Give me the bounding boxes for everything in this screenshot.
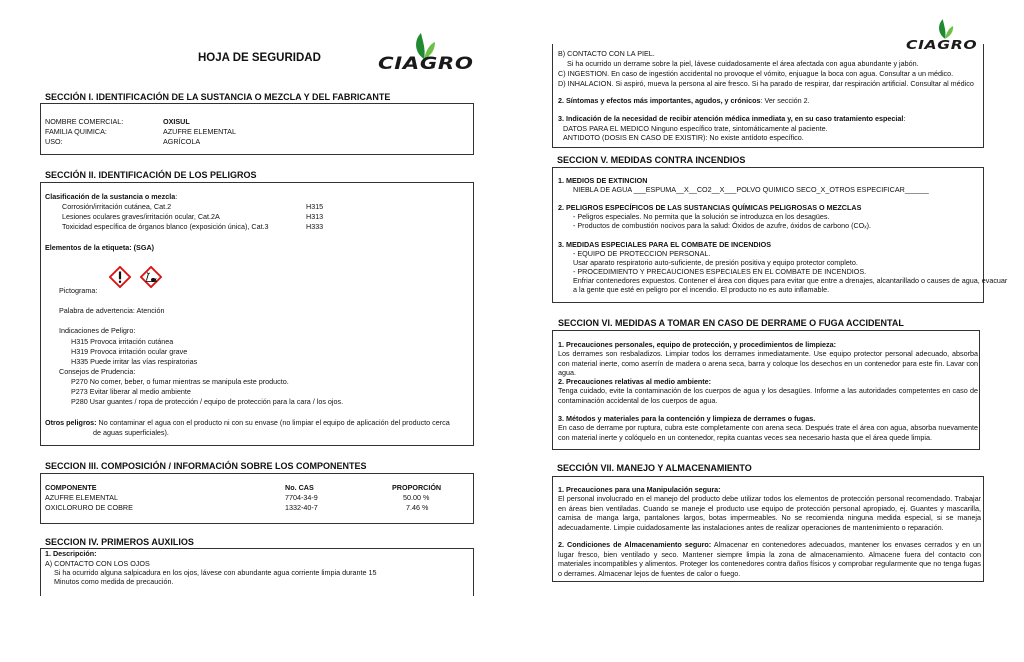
rt-text: : <box>903 114 906 123</box>
table-header: PROPORCIÓN <box>392 483 442 492</box>
table-header: No. CAS <box>285 483 314 492</box>
hazard-statement: H315 Provoca irritación cutánea <box>71 337 174 346</box>
s5-line: - PROCEDIMIENTO Y PRECAUCIONES ESPECIALES EN EL COMBATE DE INCENDIOS. <box>573 267 867 276</box>
table-header: COMPONENTE <box>45 483 97 492</box>
rt-text: : Ver sección 2. <box>760 96 810 105</box>
rt-line: ANTIDOTO (DOSIS EN CASO DE EXISTIR): No existe antídoto específico. <box>563 133 804 142</box>
section-5-heading: SECCION V. MEDIDAS CONTRA INCENDIOS <box>557 155 746 165</box>
hazard-statement: H335 Puede irritar las vías respiratorias <box>71 357 198 366</box>
page-title: HOJA DE SEGURIDAD <box>198 52 321 64</box>
s1-label: FAMILIA QUIMICA: <box>45 127 107 136</box>
s6-subtitle: 1. Precauciones personales, equipo de protección, y procedimientos de limpieza: <box>558 340 836 349</box>
section-4-heading: SECCION IV. PRIMEROS AUXILIOS <box>45 537 194 547</box>
s1-label: NOMBRE COMERCIAL: <box>45 117 124 126</box>
rt-line: C) INGESTION. En caso de ingestión accidental no provoque el vómito, enjuague la boca con agua. Consultar a un médico. <box>558 69 954 78</box>
rt-line: B) CONTACTO CON LA PIEL. <box>558 49 655 58</box>
s6-subtitle: 3. Métodos y materiales para la contención y limpieza de derrames o fugas. <box>558 414 816 423</box>
s6-subtitle: 2. Precauciones relativas al medio ambiente: <box>558 377 712 386</box>
s5-line: Enfriar contenedores expuestos. Contener el área con diques para evitar que entre a drenajes, alcantarillado o causes de agua, evacuar <box>573 276 1008 285</box>
logo-wordmark: CIAGRO <box>906 37 978 52</box>
s4-line: Minutos como medida de precaución. <box>54 577 174 586</box>
class-item: Corrosión/irritación cutánea, Cat.2 <box>62 202 172 211</box>
table-cell: 50.00 % <box>403 493 430 502</box>
rt-bold: 3. Indicación de la necesidad de recibir atención médica inmediata y, en su caso tratamiento especial <box>558 114 904 123</box>
other-hazards-label: Otros peligros: <box>45 418 97 427</box>
classification-title <box>45 192 177 202</box>
s6-paragraph: En caso de derrame por ruptura, cubra este completamente con arena seca. Después trate el área con agua, absorba nuevamente con material inerte y colóquelo en un contenedor, repita cuantas veces sea necesario hasta que el área quede limpia. <box>558 423 978 442</box>
s6-paragraph: Los derrames son resbaladizos. Limpiar todos los derrames inmediatamente. Use equipo protector personal adecuado, absorba con material inerte, como aserrín de madera o arena seca, barra y coloque los desechos en un contenedor para este fin. Lavar con agua. <box>558 349 978 378</box>
other-hazards <box>45 418 450 428</box>
signal-word: Palabra de advertencia: Atención <box>59 306 165 315</box>
s5-line: - EQUIPO DE PROTECCION PERSONAL. <box>573 249 711 258</box>
class-item: Toxicidad específica de órganos blanco (exposición única), Cat.3 <box>62 222 269 231</box>
hazard-statement: H319 Provoca irritación ocular grave <box>71 347 188 356</box>
section-1-heading: SECCIÓN I. IDENTIFICACIÓN DE LA SUSTANCIA O MEZCLA Y DEL FABRICANTE <box>45 92 391 102</box>
rt-line <box>558 114 905 124</box>
s7-subtitle: 2. Condiciones de Almacenamiento seguro: <box>558 540 712 549</box>
label-elements-title: Elementos de la etiqueta: (SGA) <box>45 243 155 252</box>
rt-line: D) INHALACION. Si aspiró, mueva la persona al aire fresco. Si ha parado de respirar, dar respiración artificial. Consultar al médico <box>558 79 974 88</box>
table-cell: 7704-34-9 <box>285 493 318 502</box>
exclamation-pictogram-icon <box>109 266 131 288</box>
rt-bold: 2. Síntomas y efectos más importantes, agudos, y crónicos <box>558 96 761 105</box>
class-code: H313 <box>306 212 324 221</box>
pictograma-label: Pictograma: <box>59 286 98 295</box>
section-7-heading: SECCIÓN VII. MANEJO Y ALMACENAMIENTO <box>557 463 752 473</box>
s1-label: USO: <box>45 137 63 146</box>
other-hazards-cont: de aguas superficiales). <box>93 428 169 437</box>
s6-paragraph: Tenga cuidado, evite la contaminación de los cuerpos de agua y los desagües. Informe a las autoridades competentes en caso de contaminación accidental de los cuerpos de agua. <box>558 386 978 405</box>
s4-line: Si ha ocurrido alguna salpicadura en los ojos, lávese con abundante agua corriente limpia durante 15 <box>54 568 377 577</box>
environment-pictogram-icon <box>140 266 162 288</box>
classification-colon: : <box>175 192 178 201</box>
table-cell: 7.46 % <box>406 503 429 512</box>
s1-value: OXISUL <box>163 117 190 126</box>
rt-line <box>558 96 810 106</box>
ciagro-logo <box>378 32 474 74</box>
rt-line: Si ha ocurrido un derrame sobre la piel, lávese cuidadosamente el área afectada con agua abundante y jabón. <box>567 59 919 68</box>
other-hazards-text: No contaminar el agua con el producto ni con su envase (no limpiar el equipo de aplicación del producto cerca <box>96 418 450 427</box>
hazard-title: Indicaciones de Peligro: <box>59 326 136 335</box>
s4-line: 1. Descripción: <box>45 549 97 558</box>
advice-statement: P273 Evitar liberar al medio ambiente <box>71 387 191 396</box>
s5-line: a la gente que esté en peligro por el incendio. El producto no es auto inflamable. <box>573 285 830 294</box>
s5-line: NIEBLA DE AGUA ___ESPUMA__X__CO2__X___POLVO QUIMICO SECO_X_OTROS ESPECIFICAR______ <box>573 185 929 194</box>
classification-title-text: Clasificación de la sustancia o mezcla <box>45 192 176 201</box>
section-2-heading: SECCIÓN II. IDENTIFICACIÓN DE LOS PELIGROS <box>45 170 257 180</box>
class-code: H315 <box>306 202 324 211</box>
s5-line: Usar aparato respiratorio auto-suficiente, de presión positiva y equipo protector completo. <box>573 258 858 267</box>
rt-line: DATOS PARA EL MEDICO Ninguno específico trate, sintomáticamente al paciente. <box>563 124 828 133</box>
s1-value: AZUFRE ELEMENTAL <box>163 127 236 136</box>
s1-value: AGRÍCOLA <box>163 137 201 146</box>
s7-text: Almacenar en contenedores adecuados, mantener los envases cerrados y en un lugar fresco, bien ventilado y seco. Mantener siempre limpia la zona de almacenamiento. Almacene fuera del contacto con materiales incompatibles y alimentos. Proteger los contenedores contra daños físicos y comprobar regularmente que no tenga fugas o derrames. Almacenar lejos de fuentes de calor o fuego. <box>558 540 982 578</box>
advice-statement: P270 No comer, beber, o fumar mientras se manipula este producto. <box>71 377 289 386</box>
table-cell: AZUFRE ELEMENTAL <box>45 493 118 502</box>
s5-line: 1. MEDIOS DE EXTINCION <box>558 176 648 185</box>
logo-wordmark: CIAGRO <box>378 54 474 74</box>
table-cell: 1332-40-7 <box>285 503 318 512</box>
s5-line: - Productos de combustión nocivos para la salud: Óxidos de azufre, óxidos de carbono (COₓ). <box>573 221 871 230</box>
s5-line: 3. MEDIDAS ESPECIALES PARA EL COMBATE DE INCENDIOS <box>558 240 771 249</box>
s5-line: - Peligros especiales. No permita que la solución se introduzca en los desagües. <box>573 212 830 221</box>
s7-paragraph-2 <box>558 540 981 578</box>
section-6-heading: SECCION VI. MEDIDAS A TOMAR EN CASO DE DERRAME O FUGA ACCIDENTAL <box>558 318 904 328</box>
class-item: Lesiones oculares graves/irritación ocular, Cat.2A <box>62 212 220 221</box>
advice-title: Consejos de Prudencia: <box>59 367 136 376</box>
s4-line: A) CONTACTO CON LOS OJOS <box>45 559 150 568</box>
s7-subtitle: 1. Precauciones para una Manipulación segura: <box>558 485 721 494</box>
s7-paragraph: El personal involucrado en el manejo del producto debe utilizar todos los elementos de protección personal recomendado. Trabajar en áreas bien ventiladas. Cuando se maneje el producto use equipo de protección personal apropiado, ej. Guantes y mascarilla, camisa de manga larga, pantalones largos, botas impermeables. No se recomienda ninguna medida especial, si se maneja adecuadamente. Limpie cuidadosamente las instalaciones antes de realizar operaciones de mantenimiento o reparación. <box>558 494 981 532</box>
table-cell: OXICLORURO DE COBRE <box>45 503 133 512</box>
advice-statement: P280 Usar guantes / ropa de protección / equipo de protección para la cara / los ojos. <box>71 397 344 406</box>
class-code: H333 <box>306 222 324 231</box>
section-3-heading: SECCION III. COMPOSICIÓN / INFORMACIÓN SOBRE LOS COMPONENTES <box>45 461 367 471</box>
s5-line: 2. PELIGROS ESPECÍFICOS DE LAS SUSTANCIAS QUÍMICAS PELIGROSAS O MEZCLAS <box>558 203 862 212</box>
